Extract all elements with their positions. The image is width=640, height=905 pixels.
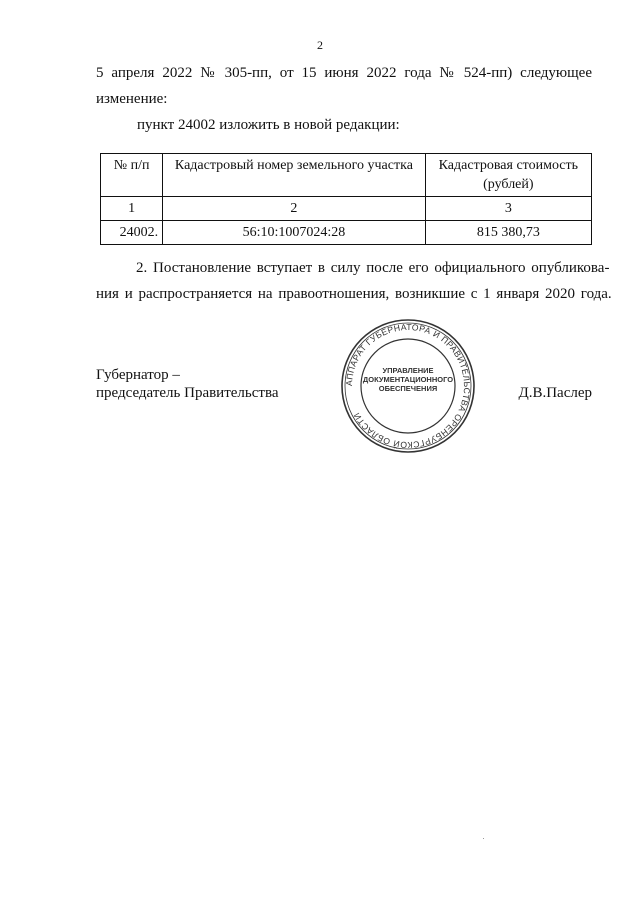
table-header-row	[101, 154, 592, 197]
stamp-center-line-3: ОБЕСПЕЧЕНИЯ	[378, 384, 438, 393]
header-number: № п/п	[101, 154, 163, 197]
intro-line-2: изменение:	[96, 91, 168, 107]
page-number: 2	[317, 38, 323, 52]
official-stamp	[340, 318, 476, 454]
row-cadastral-value: 815 380,73	[425, 221, 591, 245]
row-cadastral-number: 56:10:1007024:28	[163, 221, 426, 245]
stamp-center-text	[360, 366, 456, 393]
intro-line-1: 5 апреля 2022 № 305-пп, от 15 июня 2022 года № 524-пп) следующее	[96, 65, 592, 81]
stamp-ring-text: АППАРАТ ГУБЕРНАТОРА И ПРАВИТЕЛЬСТВА ОРЕНБУРГСКОЙ ОБЛАСТИ	[343, 321, 473, 451]
signatory-name: Д.В.Паслер	[518, 385, 592, 401]
clause-2-line-1: 2. Постановление вступает в силу после его официального опубликова-	[136, 260, 610, 276]
stamp-center-line-1: УПРАВЛЕНИЕ	[382, 366, 434, 375]
header-cadastral-value-line1: Кадастровая стоимость	[438, 158, 579, 173]
header-cadastral-value-line2: (рублей)	[483, 177, 534, 192]
stamp-center-line-2: ДОКУМЕНТАЦИОННОГО	[362, 375, 454, 384]
signatory-title-line-2: председатель Правительства	[96, 385, 279, 401]
clause-2-line-2: ния и распространяется на правоотношения, возникшие с 1 января 2020 года.	[96, 286, 612, 302]
header-cadastral-number: Кадастровый номер земельного участка	[163, 154, 426, 197]
cadastral-table	[100, 153, 592, 245]
header-cadastral-value	[425, 154, 591, 197]
signatory-title-line-1: Губернатор –	[96, 367, 180, 383]
table-row	[101, 221, 592, 245]
scan-speck	[483, 838, 484, 839]
clause-2-paragraph	[96, 255, 612, 307]
numbering-cell-1: 1	[101, 197, 163, 221]
instruction-text: пункт 24002 изложить в новой редакции:	[137, 117, 400, 133]
row-item-number: 24002.	[101, 221, 163, 245]
numbering-cell-2: 2	[163, 197, 426, 221]
numbering-cell-3: 3	[425, 197, 591, 221]
signatory-title	[96, 366, 279, 402]
intro-paragraph	[96, 60, 592, 112]
table-numbering-row	[101, 197, 592, 221]
